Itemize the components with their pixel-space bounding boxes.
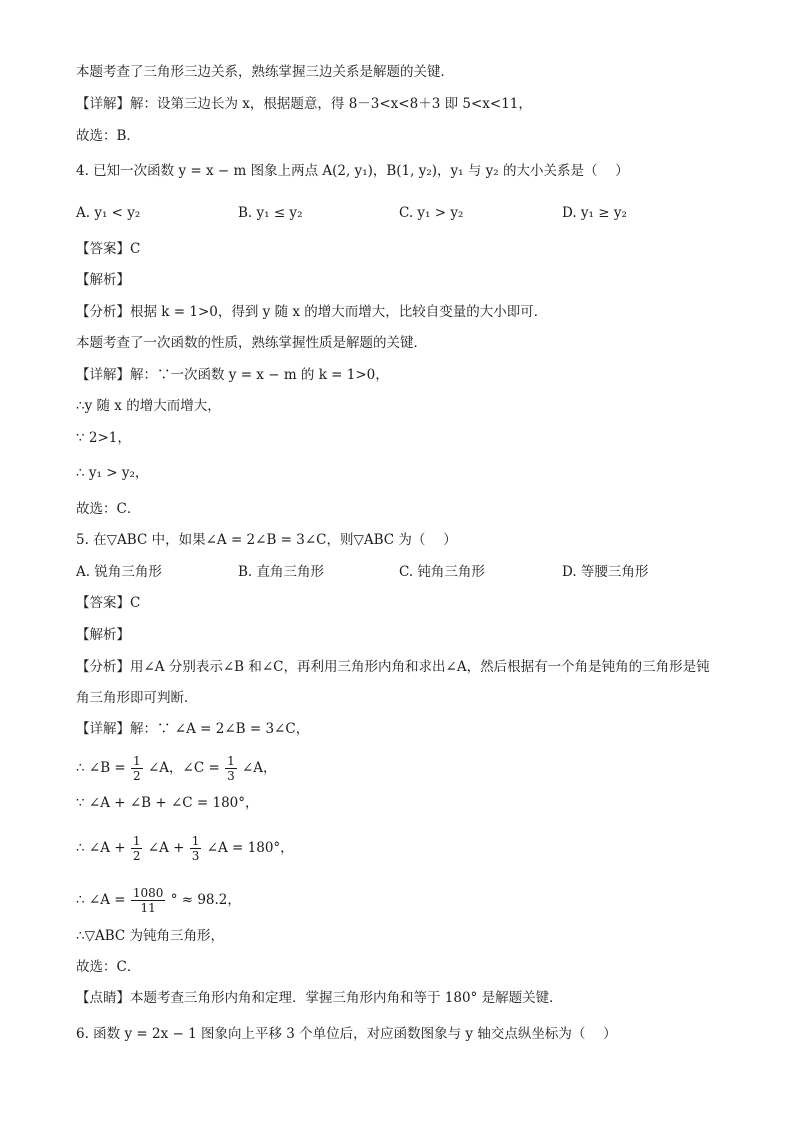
formula-text: ∠A，∠C = [147, 760, 220, 776]
fraction-third [225, 754, 237, 783]
text-line: ∴▽ABC 为钝角三角形， [76, 928, 225, 944]
text-line: 本题考查了一次函数的性质，熟练掌握性质是解题的关键． [76, 335, 427, 351]
numerator: 1 [132, 834, 141, 848]
denominator: 3 [191, 849, 200, 863]
text-line: ∵ 2>1， [76, 430, 131, 446]
numerator: 1 [227, 754, 235, 768]
formula-text: ∠A， [242, 760, 277, 776]
q4-option-b: B. y₁ ≤ y₂ [238, 205, 303, 221]
fraction-third [190, 834, 202, 863]
fraction-half [131, 754, 143, 783]
formula-text: ∴ ∠A + [76, 840, 126, 856]
q4-option-c: C. y₁ > y₂ [399, 205, 464, 221]
formula-line [76, 754, 754, 783]
text-line: 故选：B． [76, 128, 140, 144]
q4-option-a: A. y₁ < y₂ [76, 205, 141, 221]
answer-label: 【答案】C [76, 241, 141, 257]
q4-option-d: D. y₁ ≥ y₂ [562, 205, 627, 221]
q5-option-a: A. 锐角三角形 [76, 564, 162, 580]
text-line: 故选：C． [76, 501, 141, 517]
formula-text: ∴ ∠A = [76, 892, 126, 908]
fraction-angle-a [131, 886, 166, 915]
text-line: 故选：C． [76, 959, 141, 975]
denominator: 2 [132, 849, 141, 863]
numerator: 1 [191, 834, 200, 848]
text-line: 【点睛】本题考查三角形内角和定理．掌握三角形内角和等于 180° 是解题关键． [76, 990, 563, 1006]
analysis-label: 【解析】 [76, 627, 130, 643]
denominator: 11 [140, 901, 156, 915]
denominator: 2 [133, 769, 141, 783]
numerator: 1 [133, 754, 141, 768]
formula-text: ° ≈ 98.2， [170, 892, 241, 908]
text-line: 【分析】用∠A 分别表示∠B 和∠C，再利用三角形内角和求出∠A，然后根据有一个角是钝角的三角形是钝 [76, 659, 710, 675]
text-line: ∴y 随 x 的增大而增大， [76, 398, 221, 414]
text-line: 【详解】解：∵一次函数 y = x − m 的 k = 1>0， [76, 367, 389, 383]
formula-text: ∠A + [147, 840, 185, 856]
fraction-half [131, 834, 143, 863]
analysis-label: 【解析】 [76, 272, 130, 288]
text-line: ∵ ∠A + ∠B + ∠C = 180°， [76, 795, 259, 811]
q5-option-b: B. 直角三角形 [238, 564, 325, 580]
question-6: 6. 函数 y = 2x − 1 图象向上平移 3 个单位后，对应函数图象与 y 轴交点纵坐标为（ ） [76, 1026, 617, 1042]
answer-label: 【答案】C [76, 595, 141, 611]
formula-line [76, 886, 754, 915]
q5-option-c: C. 钝角三角形 [399, 564, 485, 580]
q5-option-d: D. 等腰三角形 [562, 564, 649, 580]
formula-line [76, 834, 754, 863]
numerator: 1080 [132, 886, 164, 900]
formula-text: ∴ ∠B = [76, 760, 126, 776]
text-line: ∴ y₁ > y₂， [76, 465, 149, 481]
text-line: 【分析】根据 k = 1>0，得到 y 随 x 的增大而增大，比较自变量的大小即可． [76, 304, 548, 320]
text-line: 本题考查了三角形三边关系，熟练掌握三边关系是解题的关键． [76, 64, 454, 80]
question-4: 4. 已知一次函数 y = x − m 图象上两点 A(2, y₁)，B(1, y₂)，y₁ 与 y₂ 的大小关系是（ ） [76, 163, 629, 179]
question-5: 5. 在▽ABC 中，如果∠A = 2∠B = 3∠C，则▽ABC 为（ ） [76, 532, 457, 548]
text-line: 【详解】解：∵ ∠A = 2∠B = 3∠C， [76, 721, 310, 737]
denominator: 3 [227, 769, 235, 783]
text-line: 角三角形即可判断． [76, 690, 198, 706]
text-line: 【详解】解：设第三边长为 x，根据题意，得 8－3<x<8＋3 即 5<x<11， [76, 96, 532, 112]
formula-text: ∠A = 180°， [206, 840, 294, 856]
